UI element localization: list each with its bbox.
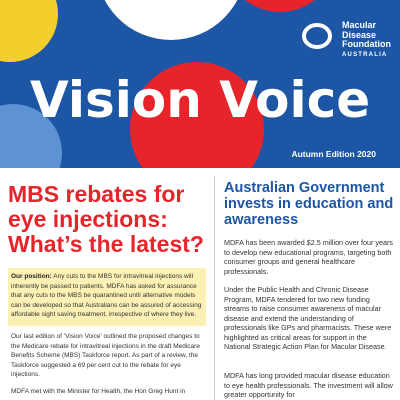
decorative-yellow-circle xyxy=(0,0,58,62)
left-article-paragraph-2: Our last edition of ‘Vision Voice’ outlined the proposed changes to the Medicare rebate for intravitreal injections in the draft Medicare Benefits Scheme (MBS) Taskforce report. As part of a review, the Taskforce suggested a 69 per cent cut to the rebate for eye injections. xyxy=(11,333,200,378)
position-text: Any cuts to the MBS for intravitreal injections will inherently be passed to patients. MDFA has asked for assurance that any cuts to the MBS be quarantined until alternative models can be developed so that Australians can be assured of accessing affordable sight saving treatment, irrespective of where they live. xyxy=(11,273,202,318)
logo-country: AUSTRALIA xyxy=(342,51,388,58)
right-article-headline: Australian Government invests in education and awareness xyxy=(224,180,394,228)
column-divider xyxy=(214,176,215,400)
position-label: Our position: xyxy=(11,273,52,280)
logo-line-2: Disease xyxy=(342,29,377,40)
right-article-paragraph-2: Under the Public Health and Chronic Disease Program, MDFA tendered for two new funding streams to raise consumer awareness of macular disease and extend the understanding of professionals like GPs and pharmacists. These were highlighted as critical areas for support in the National Strategic Action Plan for Macular Disease. xyxy=(224,285,392,351)
mdfa-logo[interactable] xyxy=(294,8,400,66)
right-article xyxy=(224,180,394,399)
right-article-paragraph-1: MDFA has been awarded $2.5 million over four years to develop new educational programs, targeting both consumer groups and general healthcare professionals. xyxy=(224,238,393,276)
header-banner xyxy=(0,0,400,168)
edition-label: Autumn Edition 2020 xyxy=(291,149,376,159)
position-callout xyxy=(8,268,206,326)
logo-line-1: Macular xyxy=(342,20,377,30)
logo-wordmark xyxy=(342,21,391,60)
left-article-headline: MBS rebates for eye injections: What’s the latest? xyxy=(8,181,204,257)
left-article-paragraph-3: MDFA met with the Minister for Health, the Hon Greg Hunt in xyxy=(11,388,186,395)
masthead-title: Vision Voice xyxy=(30,71,371,129)
right-article-paragraph-3: MDFA has long provided macular disease education to eye health professionals. The investment will allow greater opportunity for xyxy=(224,371,393,399)
logo-line-3: Foundation xyxy=(342,39,391,49)
eye-logo-icon xyxy=(302,21,332,51)
decorative-white-circle xyxy=(96,0,246,40)
position-paragraph xyxy=(11,272,203,320)
left-article xyxy=(8,181,206,395)
